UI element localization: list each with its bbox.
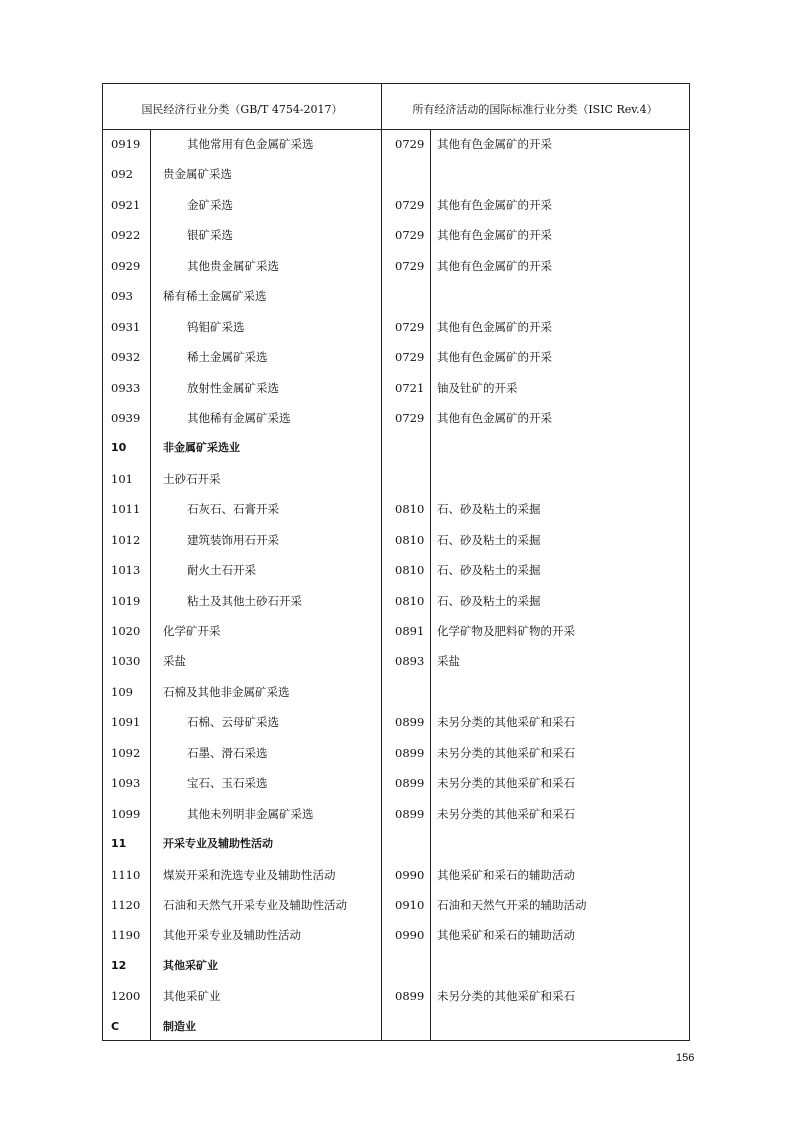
gbt-code: 0933 <box>111 380 141 395</box>
gbt-code: 1011 <box>111 502 141 517</box>
table-row <box>103 220 689 250</box>
table-row <box>103 555 689 585</box>
gbt-name: 石墨、滑石采选 <box>187 745 268 760</box>
table-row <box>103 951 689 981</box>
gbt-code: 1013 <box>111 563 141 578</box>
isic-code: 0899 <box>395 806 425 821</box>
gbt-name: 石油和天然气开采专业及辅助性活动 <box>163 897 347 912</box>
gbt-name: 其他贵金属矿采选 <box>187 258 279 273</box>
gbt-code: 12 <box>111 958 127 972</box>
table-row <box>103 312 689 342</box>
gbt-code: 109 <box>111 684 133 699</box>
isic-name: 未另分类的其他采矿和采石 <box>437 715 575 730</box>
gbt-name: 其他开采专业及辅助性活动 <box>163 928 301 943</box>
isic-name: 采盐 <box>437 654 460 669</box>
isic-code: 0893 <box>395 654 425 669</box>
gbt-name: 稀有稀土金属矿采选 <box>163 289 267 304</box>
gbt-name: 建筑装饰用石开采 <box>187 532 279 547</box>
table-row <box>103 251 689 281</box>
isic-name: 石、砂及粘土的采掘 <box>437 593 541 608</box>
isic-code: 0729 <box>395 197 425 212</box>
table-row <box>103 1012 689 1042</box>
gbt-code: 1200 <box>111 989 141 1004</box>
isic-name: 石、砂及粘土的采掘 <box>437 532 541 547</box>
table-row <box>103 373 689 403</box>
table-row <box>103 403 689 433</box>
gbt-code: 101 <box>111 471 133 486</box>
gbt-code: 1190 <box>111 928 141 943</box>
gbt-name: 石棉及其他非金属矿采选 <box>163 684 290 699</box>
gbt-name: 耐火土石开采 <box>187 563 256 578</box>
isic-name: 石、砂及粘土的采掘 <box>437 563 541 578</box>
table-row <box>103 159 689 189</box>
gbt-name: 化学矿开采 <box>163 624 221 638</box>
isic-name: 未另分类的其他采矿和采石 <box>437 989 575 1004</box>
gbt-code: 0932 <box>111 350 141 365</box>
gbt-code: 1091 <box>111 715 141 730</box>
isic-code: 0810 <box>395 563 425 578</box>
gbt-name: 煤炭开采和洗选专业及辅助性活动 <box>163 867 336 882</box>
table-row <box>103 738 689 768</box>
table-row <box>103 646 689 676</box>
gbt-name: 其他常用有色金属矿采选 <box>187 137 314 151</box>
header-isic-classification: 所有经济活动的国际标准行业分类（ISIC Rev.4） <box>412 103 658 116</box>
isic-code: 0729 <box>395 228 425 243</box>
gbt-name: 放射性金属矿采选 <box>187 380 279 395</box>
isic-code: 0899 <box>395 776 425 791</box>
table-row <box>103 433 689 463</box>
gbt-code: 093 <box>111 289 133 304</box>
table-row <box>103 860 689 890</box>
table-row <box>103 586 689 616</box>
isic-name: 其他有色金属矿的开采 <box>437 228 552 243</box>
gbt-code: 1110 <box>111 867 141 882</box>
gbt-code: 0919 <box>111 137 141 151</box>
isic-name: 化学矿物及肥料矿物的开采 <box>437 624 575 638</box>
gbt-name: 贵金属矿采选 <box>163 167 232 182</box>
gbt-name: 其他未列明非金属矿采选 <box>187 806 314 821</box>
isic-code: 0729 <box>395 410 425 425</box>
gbt-code: 1093 <box>111 776 141 791</box>
table-row <box>103 494 689 524</box>
gbt-name: 制造业 <box>163 1019 196 1033</box>
gbt-code: 1099 <box>111 806 141 821</box>
isic-code: 0729 <box>395 137 425 151</box>
isic-name: 其他有色金属矿的开采 <box>437 410 552 425</box>
page-number: 156 <box>676 1052 695 1064</box>
isic-name: 其他采矿和采石的辅助活动 <box>437 928 575 943</box>
isic-name: 其他有色金属矿的开采 <box>437 197 552 212</box>
gbt-code: 1020 <box>111 624 141 638</box>
gbt-code: 1030 <box>111 654 141 669</box>
isic-code: 0910 <box>395 897 425 912</box>
isic-name: 铀及钍矿的开采 <box>437 380 518 395</box>
isic-code: 0899 <box>395 745 425 760</box>
gbt-name: 其他采矿业 <box>163 958 218 972</box>
table-row <box>103 981 689 1011</box>
table-row <box>103 768 689 798</box>
isic-code: 0729 <box>395 350 425 365</box>
isic-name: 石油和天然气开采的辅助活动 <box>437 897 587 912</box>
gbt-code: 0921 <box>111 197 141 212</box>
gbt-code: 11 <box>111 837 127 851</box>
isic-name: 其他有色金属矿的开采 <box>437 137 552 151</box>
isic-code: 0899 <box>395 989 425 1004</box>
isic-name: 未另分类的其他采矿和采石 <box>437 806 575 821</box>
gbt-code: 1012 <box>111 532 141 547</box>
gbt-name: 稀土金属矿采选 <box>187 350 268 365</box>
gbt-name: 银矿采选 <box>187 228 233 243</box>
table-row <box>103 342 689 372</box>
table-row <box>103 129 689 159</box>
gbt-name: 采盐 <box>163 654 186 669</box>
isic-code: 0899 <box>395 715 425 730</box>
gbt-code: 0922 <box>111 228 141 243</box>
gbt-name: 钨钼矿采选 <box>187 319 245 334</box>
gbt-name: 土砂石开采 <box>163 471 221 486</box>
isic-name: 未另分类的其他采矿和采石 <box>437 776 575 791</box>
gbt-name: 宝石、玉石采选 <box>187 776 268 791</box>
classification-table <box>102 83 690 1041</box>
gbt-name: 其他采矿业 <box>163 989 221 1004</box>
gbt-name: 非金属矿采选业 <box>163 441 240 455</box>
gbt-code: 1019 <box>111 593 141 608</box>
isic-code: 0729 <box>395 258 425 273</box>
gbt-name: 粘土及其他土砂石开采 <box>187 593 302 608</box>
gbt-code: C <box>111 1019 120 1033</box>
gbt-name: 金矿采选 <box>187 197 233 212</box>
table-body <box>103 129 689 1042</box>
gbt-code: 092 <box>111 167 133 182</box>
isic-code: 0891 <box>395 624 425 638</box>
isic-code: 0729 <box>395 319 425 334</box>
gbt-code: 1092 <box>111 745 141 760</box>
table-row <box>103 799 689 829</box>
isic-name: 其他有色金属矿的开采 <box>437 258 552 273</box>
gbt-code: 0929 <box>111 258 141 273</box>
table-row <box>103 525 689 555</box>
isic-code: 0810 <box>395 502 425 517</box>
table-header <box>103 84 689 130</box>
gbt-code: 10 <box>111 441 127 455</box>
gbt-name: 石棉、云母矿采选 <box>187 715 279 730</box>
table-row <box>103 616 689 646</box>
gbt-name: 其他稀有金属矿采选 <box>187 410 291 425</box>
isic-code: 0810 <box>395 593 425 608</box>
table-row <box>103 920 689 950</box>
isic-name: 石、砂及粘土的采掘 <box>437 502 541 517</box>
gbt-name: 石灰石、石膏开采 <box>187 502 279 517</box>
table-row <box>103 281 689 311</box>
table-row <box>103 890 689 920</box>
isic-name: 未另分类的其他采矿和采石 <box>437 745 575 760</box>
isic-code: 0721 <box>395 380 425 395</box>
gbt-code: 1120 <box>111 897 141 912</box>
table-row <box>103 464 689 494</box>
gbt-name: 开采专业及辅助性活动 <box>163 837 273 851</box>
isic-name: 其他有色金属矿的开采 <box>437 350 552 365</box>
gbt-code: 0931 <box>111 319 141 334</box>
isic-code: 0990 <box>395 867 425 882</box>
table-row <box>103 707 689 737</box>
table-row <box>103 677 689 707</box>
header-gbt-classification: 国民经济行业分类（GB/T 4754-2017） <box>141 103 343 116</box>
isic-code: 0810 <box>395 532 425 547</box>
isic-name: 其他采矿和采石的辅助活动 <box>437 867 575 882</box>
isic-name: 其他有色金属矿的开采 <box>437 319 552 334</box>
table-row <box>103 829 689 859</box>
isic-code: 0990 <box>395 928 425 943</box>
table-row <box>103 190 689 220</box>
gbt-code: 0939 <box>111 410 141 425</box>
